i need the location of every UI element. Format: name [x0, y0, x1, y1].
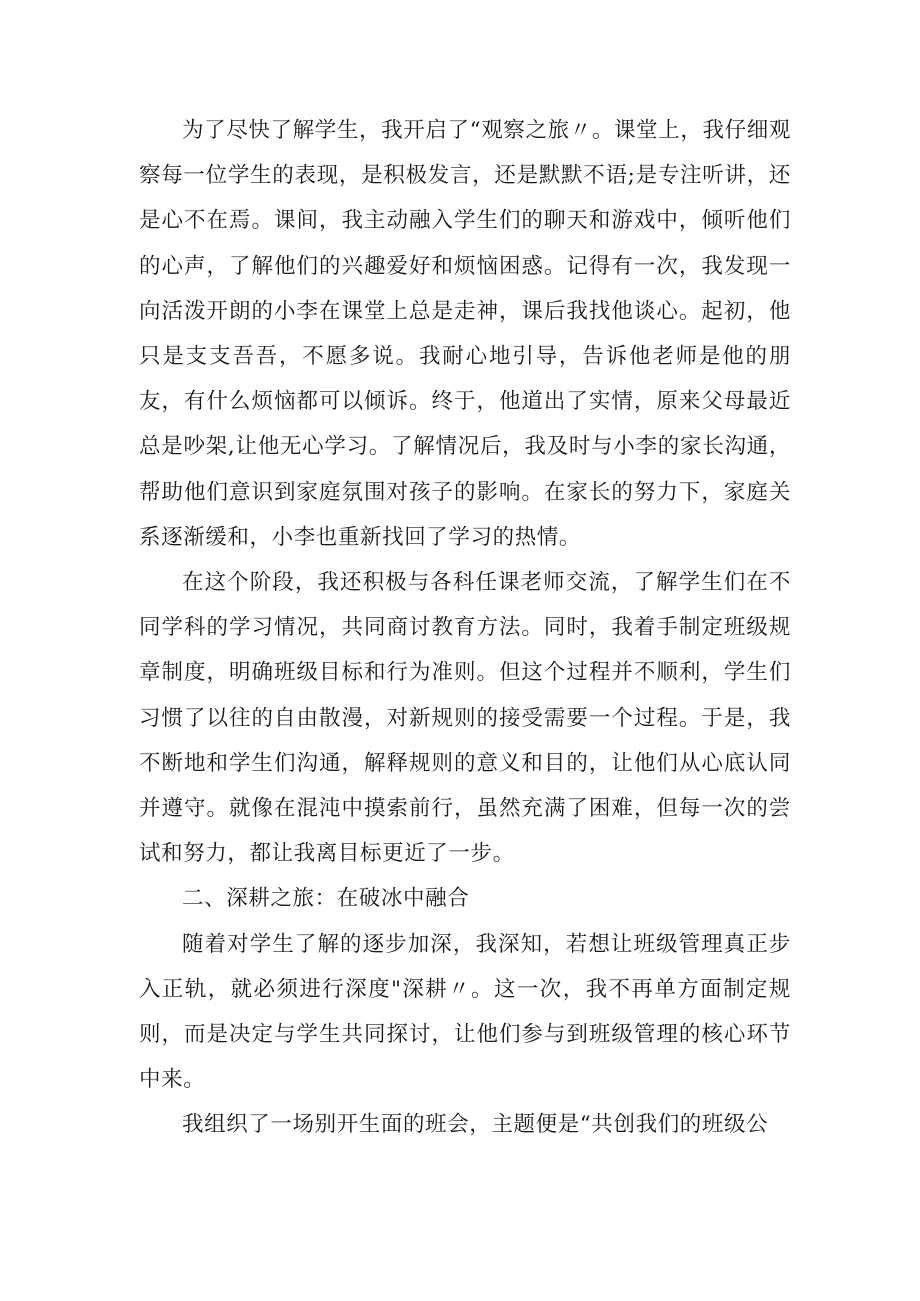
document-body [139, 108, 791, 1148]
paragraph-class-meeting: 我组织了一场别开生面的班会，主题便是“共创我们的班级公 [182, 1112, 769, 1138]
paragraph-deep-cultivation: 随着对学生了解的逐步加深，我深知，若想让班级管理真正步入正轨，就必须进行深度"深耕〃。这一次，我不再单方面制定规则，而是决定与学生共同探讨，让他们参与到班级管理的核心环节中来。 [139, 931, 791, 1093]
paragraph-rules-stage: 在这个阶段，我还积极与各科任课老师交流，了解学生们在不同学科的学习情况，共同商讨教育方法。同时，我着手制定班级规章制度，明确班级目标和行为准则。但这个过程并不顺利，学生们习惯了以往的自由散漫，对新规则的接受需要一个过程。于是，我不断地和学生们沟通，解释规则的意义和目的，让他们从心底认同并遵守。就像在混沌中摸索前行，虽然充满了困难，但每一次的尝试和努力，都让我离目标更近了一步。 [139, 570, 791, 867]
paragraph-observation-journey: 为了尽快了解学生，我开启了“观察之旅〃。课堂上，我仔细观察每一位学生的表现，是积极发言，还是默默不语;是专注听讲，还是心不在焉。课间，我主动融入学生们的聊天和游戏中，倾听他们的心声，了解他们的兴趣爱好和烦恼困惑。记得有一次，我发现一向活泼开朗的小李在课堂上总是走神，课后我找他谈心。起初，他只是支支吾吾，不愿多说。我耐心地引导，告诉他老师是他的朋友，有什么烦恼都可以倾诉。终于，他道出了实情，原来父母最近总是吵架,让他无心学习。了解情况后，我及时与小李的家长沟通，帮助他们意识到家庭氛围对孩子的影响。在家长的努力下，家庭关系逐渐缓和，小李也重新找回了学习的热情。 [139, 118, 791, 550]
section-heading: 二、深耕之旅：在破冰中融合 [182, 886, 470, 912]
